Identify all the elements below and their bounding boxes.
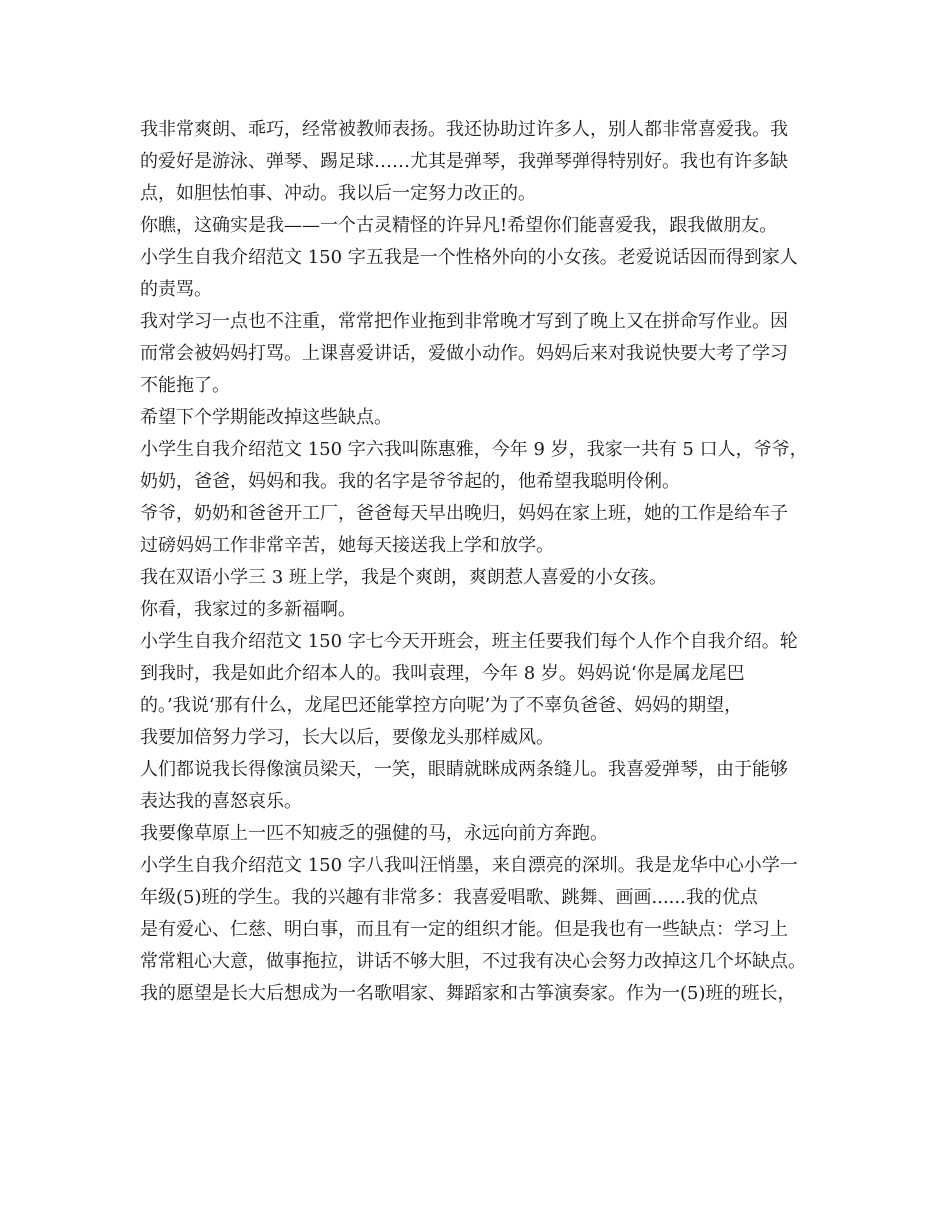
text-line: 的责骂。 — [140, 279, 212, 300]
text-line: 我的愿望是长大后想成为一名歌唱家、舞蹈家和古筝演奏家。作为一(5)班的班长， — [140, 983, 796, 1004]
text-line: 小学生自我介绍范文 150 字七今天开班会，班主任要我们每个人作个自我介绍。轮 — [140, 631, 798, 652]
text-line: 奶奶，爸爸，妈妈和我。我的名字是爷爷起的，他希望我聪明伶俐。 — [140, 471, 680, 492]
text-line: 表达我的喜怒哀乐。 — [140, 791, 302, 812]
text-line: 过磅妈妈工作非常辛苦，她每天接送我上学和放学。 — [140, 535, 554, 556]
text-line: 不能拖了。 — [140, 375, 230, 396]
text-line: 我非常爽朗、乖巧，经常被教师表扬。我还协助过许多人，别人都非常喜爱我。我 — [140, 119, 788, 140]
text-line: 点，如胆怯怕事、冲动。我以后一定努力改正的。 — [140, 183, 536, 204]
text-line: 的爱好是游泳、弹琴、踢足球……尤其是弹琴，我弹琴弹得特别好。我也有许多缺 — [140, 151, 788, 172]
text-line: 小学生自我介绍范文 150 字六我叫陈惠雅，今年 9 岁，我家一共有 5 口人，爷爷， — [140, 439, 808, 460]
text-line: 你瞧，这确实是我——一个古灵精怪的许异凡!希望你们能喜爱我，跟我做朋友。 — [140, 215, 778, 236]
text-line: 我要像草原上一匹不知疲乏的强健的马，永远向前方奔跑。 — [140, 823, 608, 844]
text-line: 人们都说我长得像演员梁天，一笑，眼睛就眯成两条缝儿。我喜爱弹琴，由于能够 — [140, 759, 788, 780]
text-line: 我要加倍努力学习，长大以后，要像龙头那样威风。 — [140, 727, 554, 748]
text-line: 你看，我家过的多新福啊。 — [140, 599, 356, 620]
text-line: 是有爱心、仁慈、明白事，而且有一定的组织才能。但是我也有一些缺点：学习上 — [140, 919, 788, 940]
text-line: 我对学习一点也不注重，常常把作业拖到非常晚才写到了晚上又在拼命写作业。因 — [140, 311, 788, 332]
text-line: 到我时，我是如此介绍本人的。我叫袁理，今年 8 岁。妈妈说‘你是属龙尾巴 — [140, 663, 745, 684]
text-line: 小学生自我介绍范文 150 字八我叫汪悄墨，来自漂亮的深圳。我是龙华中心小学一 — [140, 855, 798, 876]
text-line: 希望下个学期能改掉这些缺点。 — [140, 407, 392, 428]
text-line: 年级(5)班的学生。我的兴趣有非常多：我喜爱唱歌、跳舞、画画......我的优点 — [140, 887, 758, 908]
text-line: 我在双语小学三 3 班上学，我是个爽朗，爽朗惹人喜爱的小女孩。 — [140, 567, 667, 588]
document-body — [140, 114, 830, 1010]
text-line: 常常粗心大意，做事拖拉，讲话不够大胆，不过我有决心会努力改掉这几个坏缺点。 — [140, 951, 806, 972]
text-line: 的。’我说‘那有什么，龙尾巴还能掌控方向呢’为了不辜负爸爸、妈妈的期望， — [140, 695, 743, 716]
text-line: 小学生自我介绍范文 150 字五我是一个性格外向的小女孩。老爱说话因而得到家人 — [140, 247, 798, 268]
text-line: 而常会被妈妈打骂。上课喜爱讲话，爱做小动作。妈妈后来对我说快要大考了学习 — [140, 343, 788, 364]
text-line: 爷爷，奶奶和爸爸开工厂，爸爸每天早出晚归，妈妈在家上班，她的工作是给车子 — [140, 503, 788, 524]
